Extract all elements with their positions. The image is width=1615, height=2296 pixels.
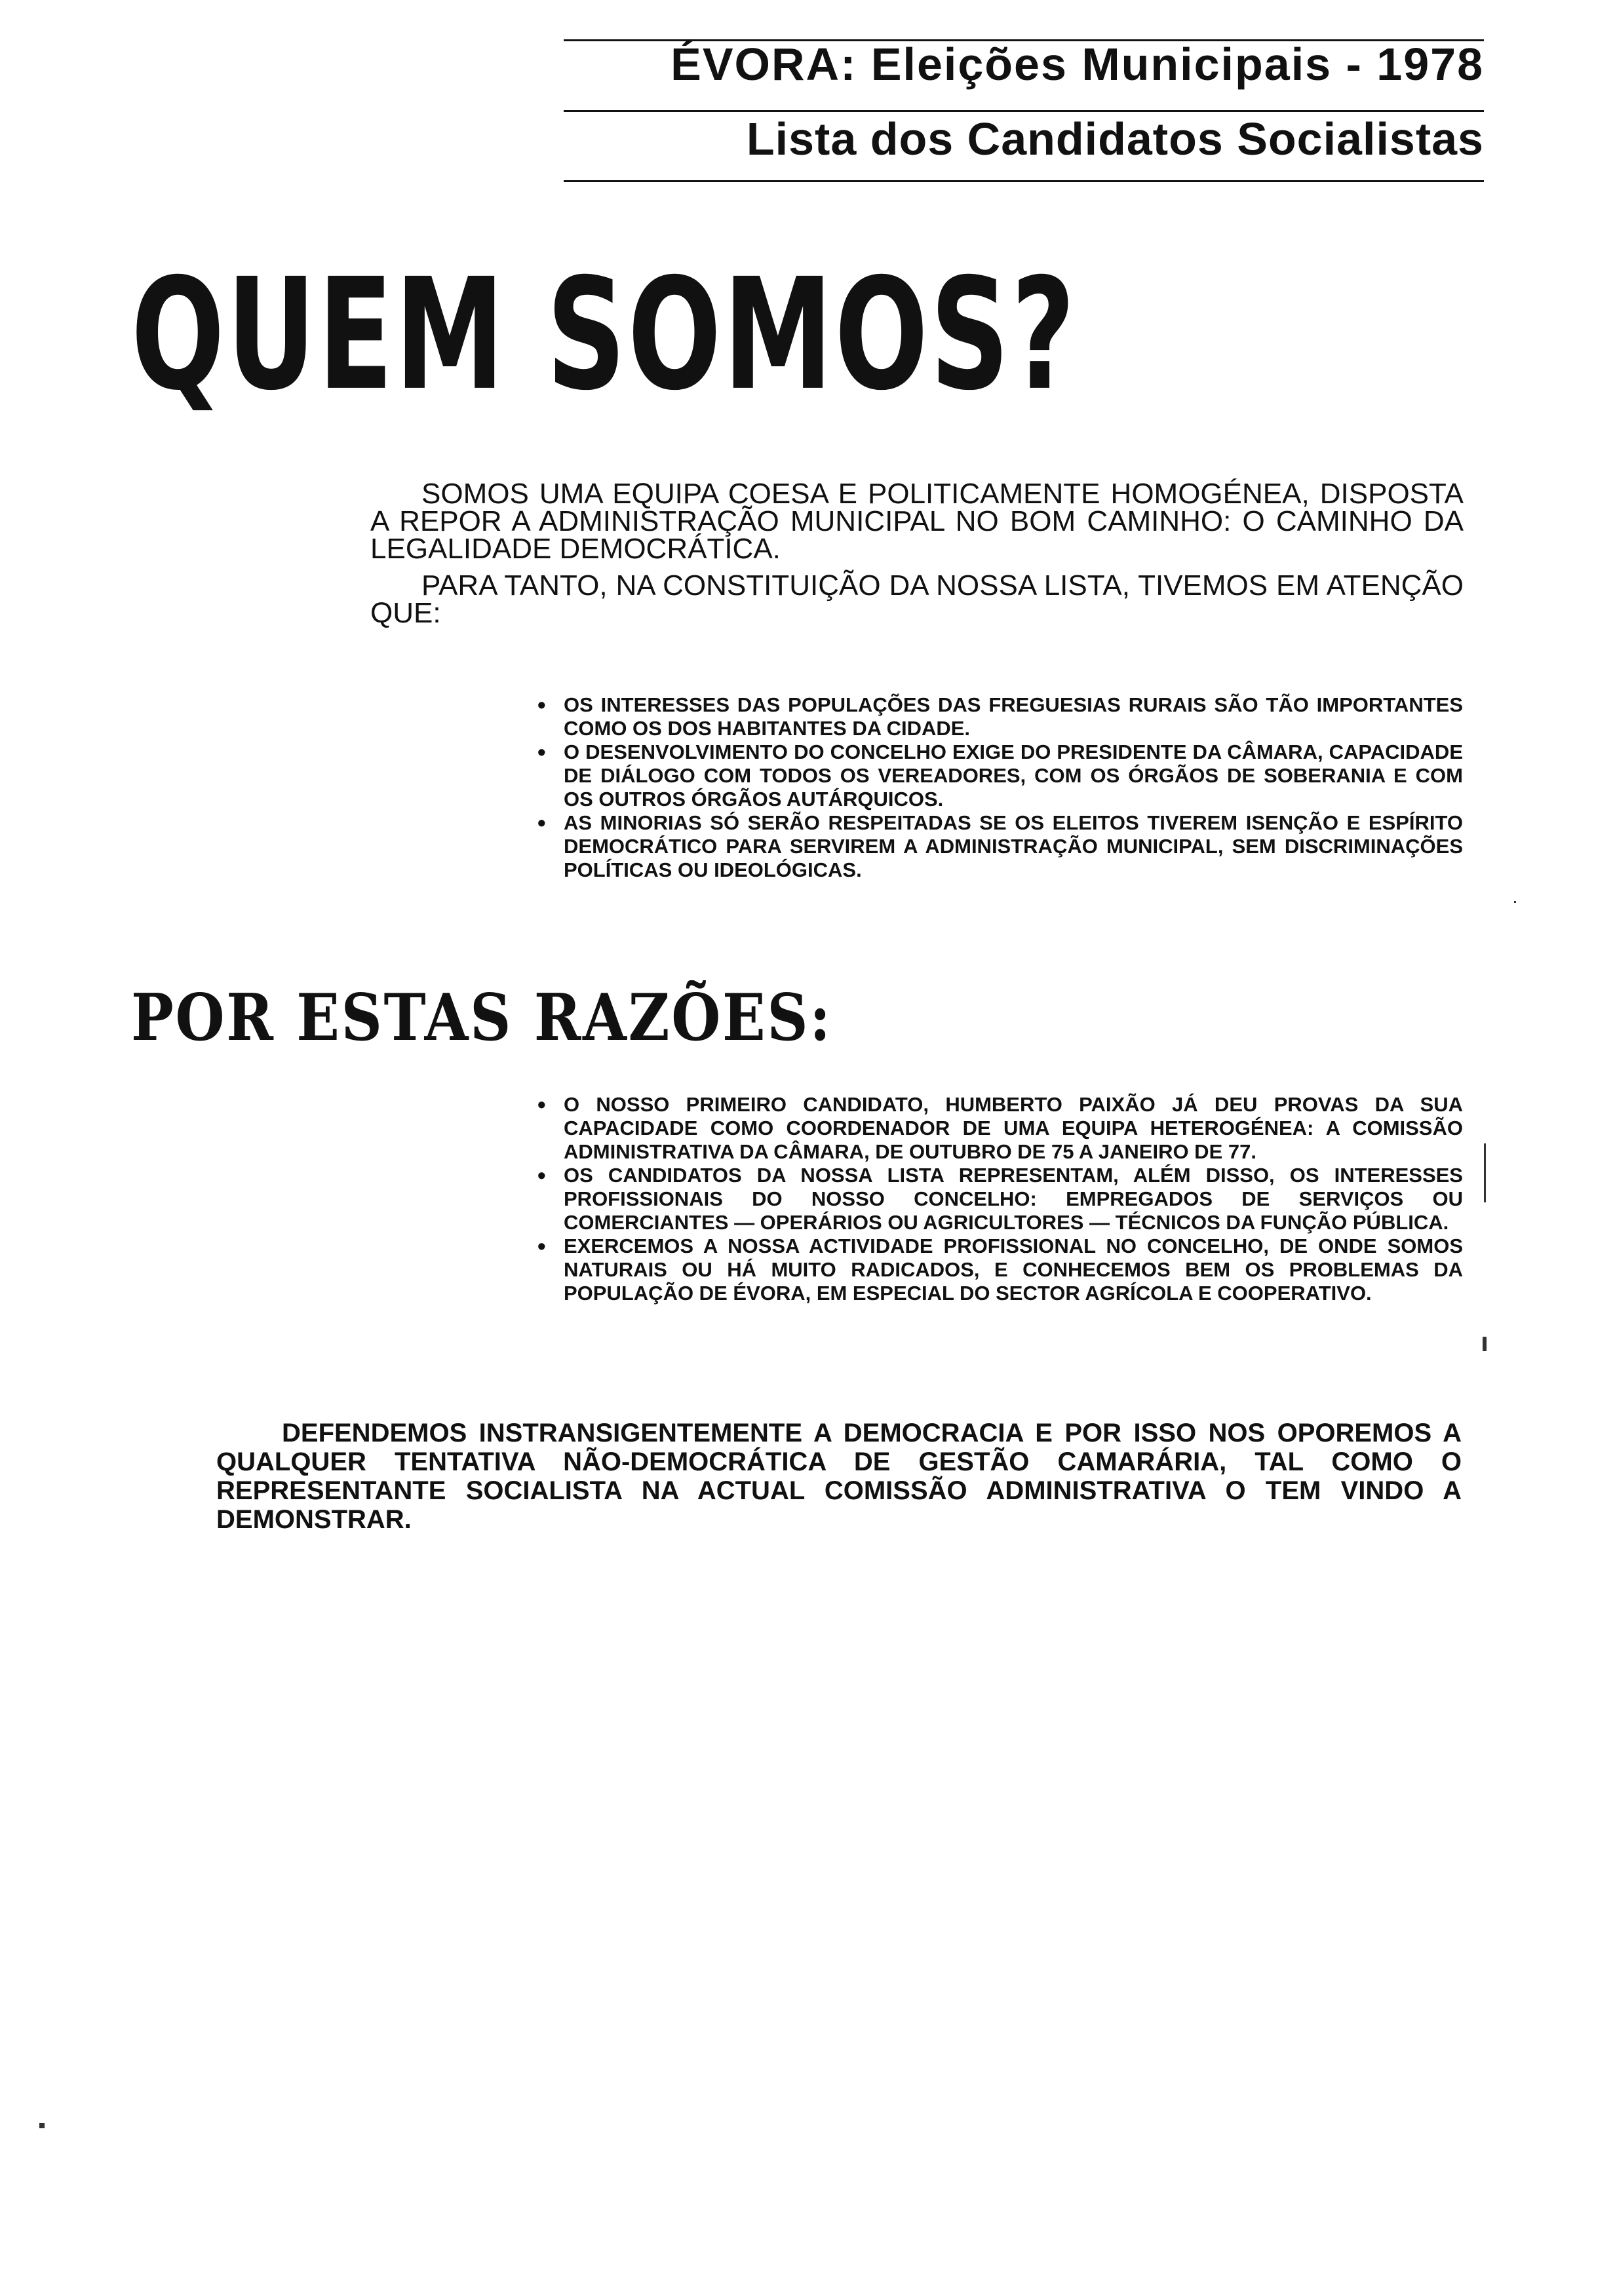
section-title: POR ESTAS RAZÕES: (131, 980, 832, 1056)
intro-paragraph: PARA TANTO, NA CONSTITUIÇÃO DA NOSSA LISTA, TIVEMOS EM ATENÇÃO QUE: (370, 569, 1464, 629)
header-rule-bottom (564, 180, 1484, 182)
list-item: • OS INTERESSES DAS POPULAÇÕES DAS FREGUESIAS RURAIS SÃO TÃO IMPORTANTES COMO OS DOS HABITANTES DA CIDADE. (537, 693, 1463, 740)
criteria-list (537, 693, 1463, 882)
intro-paragraph: SOMOS UMA EQUIPA COESA E POLITICAMENTE HOMOGÉNEA, DISPOSTA A REPOR A ADMINISTRAÇÃO MUNICIPAL NO BOM CAMINHO: O CAMINHO DA LEGALIDADE DEMOCRÁTICA. (370, 478, 1464, 565)
closing-statement: DEFENDEMOS INSTRANSIGENTEMENTE A DEMOCRACIA E POR ISSO NOS OPOREMOS A QUALQUER TENTATIVA NÃO-DEMOCRÁTICA DE GESTÃO CAMARÁRIA, TAL COMO O REPRESENTANTE SOCIALISTA NA ACTUAL COMISSÃO ADMINISTRATIVA O TEM VINDO A DEMONSTRAR. (216, 1419, 1462, 1534)
header-rule-middle (564, 110, 1484, 112)
reasons-list (537, 1093, 1463, 1305)
list-item: • AS MINORIAS SÓ SERÃO RESPEITADAS SE OS ELEITOS TIVEREM ISENÇÃO E ESPÍRITO DEMOCRÁTICO PARA SERVIREM A ADMINISTRAÇÃO MUNICIPAL, SEM DISCRIMINAÇÕES POLÍTICAS OU IDEOLÓGICAS. (537, 811, 1463, 882)
main-title: QUEM SOMOS? (131, 246, 1078, 425)
header-title: ÉVORA: Eleições Municipais - 1978 (671, 39, 1484, 90)
scan-mark (39, 2123, 45, 2128)
scan-mark (1514, 901, 1516, 903)
list-item: • O NOSSO PRIMEIRO CANDIDATO, HUMBERTO PAIXÃO JÁ DEU PROVAS DA SUA CAPACIDADE COMO COORDENADOR DE UMA EQUIPA HETEROGÉNEA: A COMISSÃO ADMINISTRATIVA DA CÂMARA, DE OUTUBRO DE 75 A JANEIRO DE 77. (537, 1093, 1463, 1164)
header-subtitle: Lista dos Candidatos Socialistas (746, 113, 1484, 164)
scan-mark (1483, 1337, 1487, 1351)
list-item: • OS CANDIDATOS DA NOSSA LISTA REPRESENTAM, ALÉM DISSO, OS INTERESSES PROFISSIONAIS DO NOSSO CONCELHO: EMPREGADOS DE SERVIÇOS OU COMERCIANTES — OPERÁRIOS OU AGRICULTORES — TÉCNICOS DA FUNÇÃO PÚBLICA. (537, 1164, 1463, 1234)
list-item: • O DESENVOLVIMENTO DO CONCELHO EXIGE DO PRESIDENTE DA CÂMARA, CAPACIDADE DE DIÁLOGO COM TODOS OS VEREADORES, COM OS ÓRGÃOS DE SOBERANIA E COM OS OUTROS ÓRGÃOS AUTÁRQUICOS. (537, 740, 1463, 811)
list-item: • EXERCEMOS A NOSSA ACTIVIDADE PROFISSIONAL NO CONCELHO, DE ONDE SOMOS NATURAIS OU HÁ MUITO RADICADOS, E CONHECEMOS BEM OS PROBLEMAS DA POPULAÇÃO DE ÉVORA, EM ESPECIAL DO SECTOR AGRÍCOLA E COOPERATIVO. (537, 1234, 1463, 1305)
scan-mark (1484, 1143, 1486, 1202)
